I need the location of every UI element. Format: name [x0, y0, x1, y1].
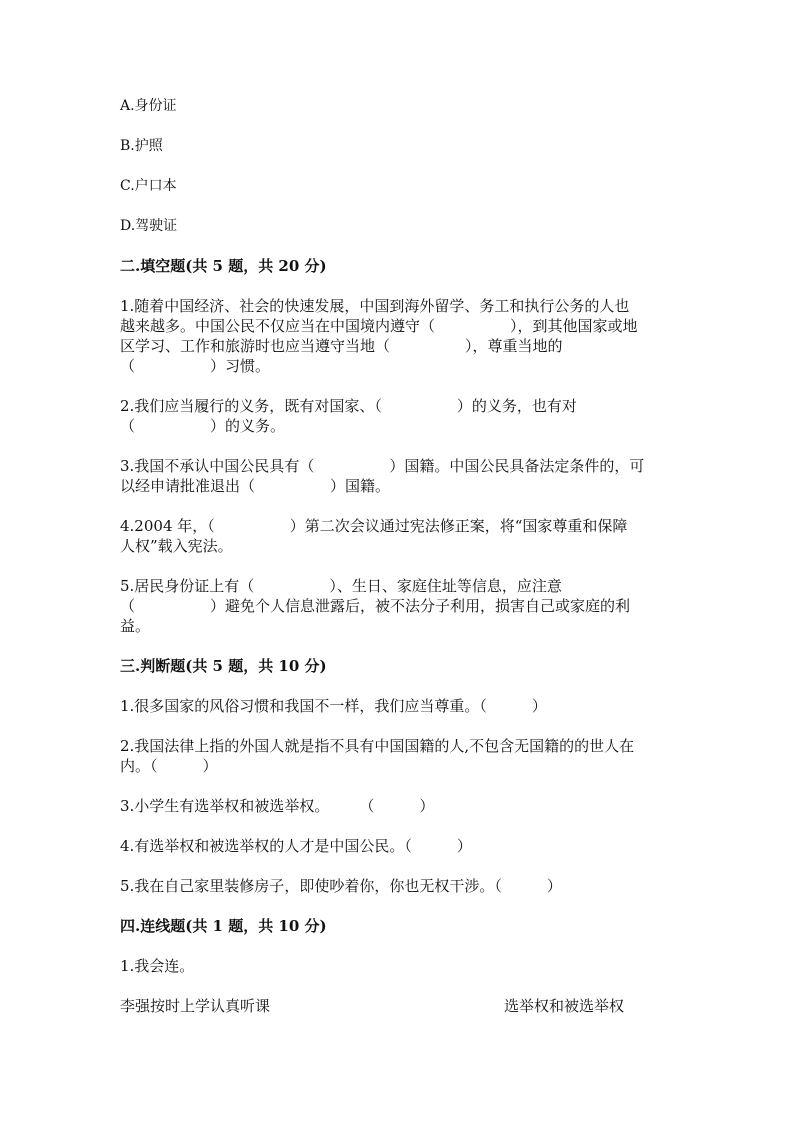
matching-right-item: 选举权和被选举权: [503, 997, 624, 1015]
true-false-question-2: 2.我国法律上指的外国人就是指不具有中国国籍的人,不包含无国籍的的世人在 内。（ ）: [120, 737, 635, 775]
section-title-matching: 四.连线题(共 1 题，共 10 分): [120, 917, 327, 935]
matching-question-1: 1.我会连。: [120, 957, 195, 975]
option-d: D.驾驶证: [120, 218, 178, 234]
option-a: A.身份证: [120, 98, 177, 114]
fill-blank-question-2: 2.我们应当履行的义务，既有对国家、（ ）的义务，也有对 （ ）的义务。: [120, 397, 577, 435]
section-title-fill-blank: 二.填空题(共 5 题，共 20 分): [120, 257, 327, 275]
section-title-true-false: 三.判断题(共 5 题，共 10 分): [120, 657, 327, 675]
fill-blank-question-4: 4.2004 年，（ ）第二次会议通过宪法修正案，将“国家尊重和保障 人权”载入宪法。: [120, 517, 628, 555]
matching-pair-row: [120, 996, 624, 1016]
true-false-question-4: 4.有选举权和被选举权的人才是中国公民。（ ）: [120, 837, 472, 855]
option-b: B.护照: [120, 138, 163, 154]
matching-left-item: 李强按时上学认真听课: [120, 997, 271, 1015]
fill-blank-question-3: 3.我国不承认中国公民具有（ ）国籍。中国公民具备法定条件的，可 以经申请批准退出（ ）国籍。: [120, 457, 645, 495]
fill-blank-question-5: 5.居民身份证上有（ ）、生日、家庭住址等信息，应注意 （ ）避免个人信息泄露后，被不法分子利用，损害自己或家庭的利 益。: [120, 577, 631, 635]
true-false-question-3: 3.小学生有选举权和被选举权。 （ ）: [120, 797, 435, 815]
option-c: C.户口本: [120, 178, 177, 194]
true-false-question-1: 1.很多国家的风俗习惯和我国不一样，我们应当尊重。（ ）: [120, 697, 547, 715]
true-false-question-5: 5.我在自己家里装修房子，即使吵着你，你也无权干涉。（ ）: [120, 877, 562, 895]
fill-blank-question-1: 1.随着中国经济、社会的快速发展，中国到海外留学、务工和执行公务的人也 越来越多。中国公民不仅应当在中国境内遵守（ ），到其他国家或地 区学习、工作和旅游时也应当遵守当地（ ），尊重当地的 （ ）习惯。: [120, 297, 638, 375]
